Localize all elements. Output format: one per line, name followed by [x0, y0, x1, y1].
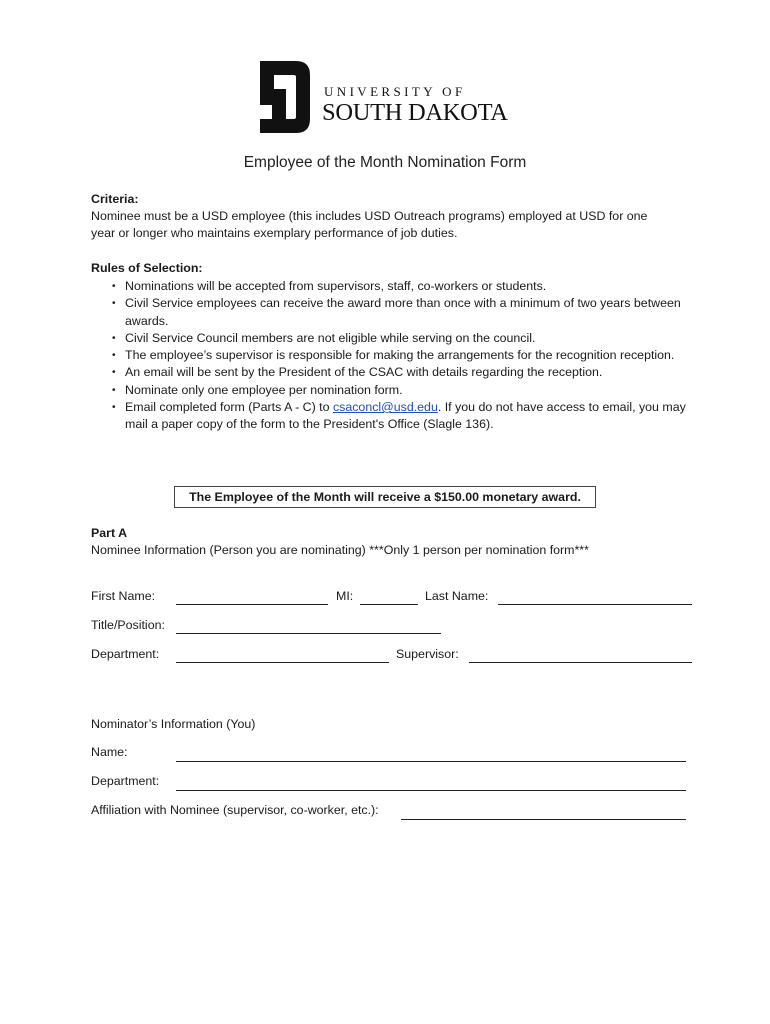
title-position-label: Title/Position:: [91, 618, 165, 632]
first-name-label: First Name:: [91, 589, 156, 603]
nominator-heading: Nominator’s Information (You): [91, 717, 256, 731]
affiliation-label: Affiliation with Nominee (supervisor, co-worker, etc.):: [91, 803, 379, 817]
rules-list: [112, 278, 692, 434]
nominator-department-field[interactable]: [176, 790, 686, 791]
part-a-heading: Part A: [91, 526, 128, 540]
mi-label: MI:: [336, 589, 354, 603]
rule-item: • Civil Service Council members are not eligible while serving on the council.: [112, 330, 692, 347]
logo-university-of: UNIVERSITY OF: [324, 84, 466, 99]
rule-item: • Nominations will be accepted from supervisors, staff, co-workers or students.: [112, 278, 692, 295]
rule-item-email: [112, 399, 692, 434]
rule-item: • The employee’s supervisor is responsible for making the arrangements for the recognition reception.: [112, 347, 692, 364]
nominator-name-label: Name:: [91, 745, 128, 759]
rules-heading: Rules of Selection:: [91, 261, 203, 275]
affiliation-field[interactable]: [401, 819, 686, 820]
supervisor-label: Supervisor:: [396, 647, 459, 661]
first-name-field[interactable]: [176, 604, 328, 605]
email-text-after: . If you do not have access to email, you may mail a paper copy of the form to the President's Office (Slagle 136).: [125, 400, 686, 432]
last-name-label: Last Name:: [425, 589, 489, 603]
rule-item: • Nominate only one employee per nomination form.: [112, 382, 692, 399]
title-position-field[interactable]: [176, 633, 441, 634]
logo-south-dakota: SOUTH DAKOTA: [322, 99, 508, 126]
rule-item: • An email will be sent by the President of the CSAC with details regarding the reception.: [112, 364, 692, 381]
page-title: Employee of the Month Nomination Form: [243, 154, 527, 171]
last-name-field[interactable]: [498, 604, 692, 605]
rule-item: • Civil Service employees can receive the award more than once with a minimum of two years between awards.: [112, 295, 692, 330]
part-a-subtitle: Nominee Information (Person you are nominating) ***Only 1 person per nomination form***: [91, 543, 589, 557]
sd-monogram-icon: [256, 57, 312, 137]
nominator-name-field[interactable]: [176, 761, 686, 762]
nominator-department-label: Department:: [91, 774, 160, 788]
email-text-before: Email completed form (Parts A - C) to: [125, 400, 333, 415]
criteria-heading: Criteria:: [91, 192, 139, 206]
criteria-text-line2: year or longer who maintains exemplary performance of job duties.: [91, 226, 458, 240]
email-link[interactable]: csaconcl@usd.edu: [332, 400, 438, 415]
mi-field[interactable]: [360, 604, 418, 605]
supervisor-field[interactable]: [469, 662, 692, 663]
nominee-department-label: Department:: [91, 647, 160, 661]
criteria-text-line1: Nominee must be a USD employee (this includes USD Outreach programs) employed at USD for one: [91, 209, 648, 223]
nominee-department-field[interactable]: [176, 662, 389, 663]
award-notice-box: The Employee of the Month will receive a $150.00 monetary award.: [174, 486, 596, 508]
